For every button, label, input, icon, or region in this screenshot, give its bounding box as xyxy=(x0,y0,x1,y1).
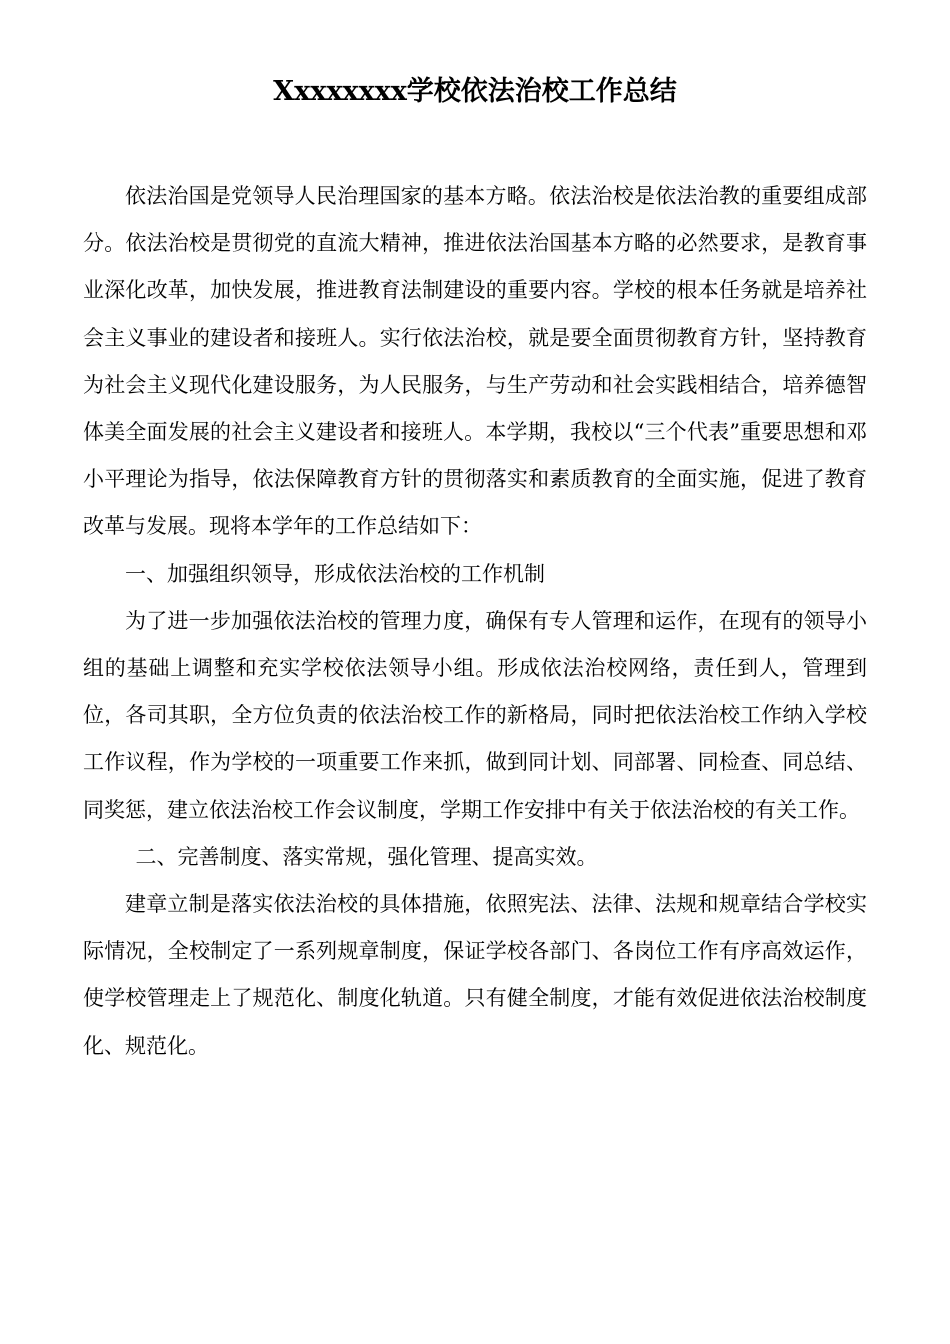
intro-paragraph: 依法治国是党领导人民治理国家的基本方略。依法治校是依法治教的重要组成部分。依法治校是贯彻党的直流大精神，推进依法治国基本方略的必然要求，是教育事业深化改革，加快发展，推进教育法制建设的重要内容。学校的根本任务就是培养社会主义事业的建设者和接班人。实行依法治校，就是要全面贯彻教育方针，坚持教育为社会主义现代化建设服务，为人民服务，与生产劳动和社会实践相结合，培养德智体美全面发展的社会主义建设者和接班人。本学期，我校以“三个代表”重要思想和邓小平理论为指导，依法保障教育方针的贯彻落实和素质教育的全面实施，促进了教育改革与发展。现将本学年的工作总结如下： xyxy=(83,184,867,539)
section-2-paragraph: 建章立制是落实依法治校的具体措施，依照宪法、法律、法规和规章结合学校实际情况，全校制定了一系列规章制度，保证学校各部门、各岗位工作有序高效运作，使学校管理走上了规范化、制度化轨道。只有健全制度，才能有效促进依法治校制度化、规范化。 xyxy=(83,892,867,1058)
section-heading-1: 一、加强组织领导，形成依法治校的工作机制 xyxy=(125,561,545,586)
section-1-paragraph: 为了进一步加强依法治校的管理力度，确保有专人管理和运作，在现有的领导小组的基础上调整和充实学校依法领导小组。形成依法治校网络，责任到人，管理到位，各司其职，全方位负责的依法治校工作的新格局，同时把依法治校工作纳入学校工作议程，作为学校的一项重要工作来抓，做到同计划、同部署、同检查、同总结、同奖惩，建立依法治校工作会议制度，学期工作安排中有关于依法治校的有关工作。 xyxy=(83,608,867,822)
document-title: Xxxxxxxx学校依法治校工作总结 xyxy=(273,76,677,107)
document-body xyxy=(83,173,867,1070)
section-heading-2: 二、完善制度、落实常规，强化管理、提高实效。 xyxy=(135,844,598,869)
